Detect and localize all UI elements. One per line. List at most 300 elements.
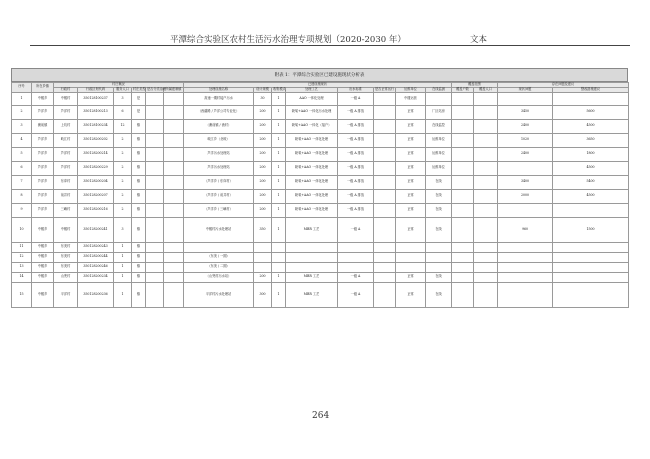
table-cell	[452, 242, 474, 252]
table-cell: 中楼乡	[32, 262, 54, 272]
table-cell: 中楼运营	[396, 92, 426, 105]
table-cell: 缺氧+AAO 一体化处理	[286, 203, 338, 217]
table-cell	[286, 262, 338, 272]
table-cell: 9	[12, 203, 32, 217]
table-cell	[498, 92, 553, 105]
table-cell: 芦洋村	[54, 105, 78, 119]
table-cell	[396, 252, 426, 262]
table-cell: 芦洋乡	[32, 203, 54, 217]
table-cell: 350128200214	[78, 147, 114, 161]
table-cell	[553, 203, 629, 217]
col-header: 在线监测	[426, 87, 452, 92]
table-cell: 200	[254, 272, 272, 282]
table-cell: 镇	[132, 262, 146, 272]
table-cell: 3450	[498, 105, 553, 119]
table-cell: 15	[12, 282, 32, 307]
table-cell: 1800	[553, 147, 629, 161]
table-cell	[474, 282, 498, 307]
col-header: 覆盖户数	[452, 87, 474, 92]
table-cell	[452, 92, 474, 105]
table-cell: 镇	[132, 189, 146, 203]
table-cell	[553, 252, 629, 262]
table-cell	[146, 252, 164, 262]
table-cell	[374, 92, 396, 105]
table-cell	[452, 282, 474, 307]
table-cell: 350	[254, 217, 272, 242]
table-cell: AAO 一体化处理	[286, 92, 338, 105]
table-cell: 正常	[396, 105, 426, 119]
table-cell	[452, 262, 474, 272]
col-header: 覆盖人口	[474, 87, 498, 92]
table-cell	[452, 217, 474, 242]
table-cell: 13	[12, 262, 32, 272]
table-cell: 1	[272, 217, 286, 242]
table-cell: 350128100234	[78, 119, 114, 133]
table-cell: 1	[114, 242, 132, 252]
table-cell: 一级 A 排放	[338, 133, 374, 147]
table-cell	[474, 133, 498, 147]
table-cell	[164, 147, 184, 161]
table-cell	[452, 133, 474, 147]
table-cell: 3400	[498, 175, 553, 189]
table-cell	[426, 262, 452, 272]
table-cell: 10	[12, 217, 32, 242]
table-cell: 1	[272, 119, 286, 133]
table-cell: （芦洋乡 / 三嶼村）	[184, 203, 254, 217]
table-cell: 在线监控	[426, 119, 452, 133]
table-cell: 2400	[498, 119, 553, 133]
table-cell	[474, 105, 498, 119]
table-cell	[374, 147, 396, 161]
table-cell: 运维单位	[426, 133, 452, 147]
table-cell: 在线	[426, 189, 452, 203]
table-cell	[254, 252, 272, 262]
table-cell	[374, 133, 396, 147]
table-cell: 3	[12, 119, 32, 133]
table-cell: 中楼乡	[32, 252, 54, 262]
table-cell: 镇	[132, 242, 146, 252]
table-cell: 5600	[553, 105, 629, 119]
table-cell	[374, 217, 396, 242]
table-cell: 1	[12, 92, 32, 105]
col-header: 所在乡镇	[32, 83, 54, 93]
table-cell: 岐江村	[54, 133, 78, 147]
col-header: 服务人口	[114, 87, 132, 92]
table-cell	[146, 105, 164, 119]
table-cell: 一级 A 排放	[338, 203, 374, 217]
document-title: 平潭综合实验区农村生活污水治理专项规划（2020-2030 年）	[170, 35, 406, 45]
table-cell: 缺氧+AAO 一体化处理	[286, 133, 338, 147]
table-cell: 镇	[132, 175, 146, 189]
table-cell: 镇	[132, 252, 146, 262]
table-cell: 960	[498, 217, 553, 242]
table-cell: 芦洋乡	[32, 133, 54, 147]
table-cell	[452, 161, 474, 175]
table-row	[12, 105, 629, 119]
table-row	[12, 217, 629, 242]
table-cell: 350128200216	[78, 203, 114, 217]
table-caption: 附表 1：平潭综合实验区已建设施现状分析表	[11, 68, 628, 82]
table-cell	[474, 262, 498, 272]
table-cell: 200	[254, 189, 272, 203]
table-cell: 30	[254, 92, 272, 105]
table-cell: 岐江乡（北岐）	[184, 133, 254, 147]
table-row	[12, 133, 629, 147]
table-cell	[474, 242, 498, 252]
table-cell: 200	[254, 105, 272, 119]
page-number: 264	[312, 411, 330, 421]
col-header: 处理工艺	[286, 87, 338, 92]
table-cell: 芦洋村	[54, 147, 78, 161]
table-cell: 正常	[396, 217, 426, 242]
table-cell: 正常	[396, 119, 426, 133]
table-cell	[474, 119, 498, 133]
table-cell: 4500	[553, 189, 629, 203]
table-cell: 2400	[498, 147, 553, 161]
col-header: 收集模式	[273, 86, 286, 91]
table-cell: 2	[114, 189, 132, 203]
table-cell: 1020	[498, 133, 553, 147]
table-cell	[254, 242, 272, 252]
table-cell	[374, 242, 396, 252]
table-cell: 三嶼村	[54, 203, 78, 217]
table-cell: MBR 工艺	[286, 217, 338, 242]
col-header: 现状问题	[498, 87, 553, 92]
table-cell	[498, 161, 553, 175]
table-cell: 东美村	[54, 242, 78, 252]
table-cell	[452, 203, 474, 217]
table-body	[12, 92, 629, 307]
table-cell: 3	[114, 217, 132, 242]
table-cell: 东美村	[54, 262, 78, 272]
table-cell: （芦洋乡 / 前井村）	[184, 189, 254, 203]
table-cell: 2	[114, 203, 132, 217]
table-cell: 1	[272, 282, 286, 307]
table-cell: 芦洋村	[54, 161, 78, 175]
table-cell	[553, 272, 629, 282]
table-cell: 200	[254, 147, 272, 161]
table-cell	[272, 242, 286, 252]
table-cell: 12	[12, 252, 32, 262]
table-cell	[164, 217, 184, 242]
table-cell	[474, 272, 498, 282]
table-cell: 正常	[396, 161, 426, 175]
table-cell: 350128100213	[78, 105, 114, 119]
table-cell: （山兜村污水站）	[184, 272, 254, 282]
table-cell: 在线	[426, 217, 452, 242]
table-cell: 200	[254, 119, 272, 133]
table-cell: 在线	[426, 282, 452, 307]
table-cell: 6	[114, 105, 132, 119]
col-header: 整改措施建议	[553, 87, 629, 92]
table-cell	[498, 272, 553, 282]
table-cell: 1	[272, 272, 286, 282]
col-header: 行政村	[54, 87, 78, 92]
table-cell: 3	[114, 92, 132, 105]
table-cell: 运维单位	[426, 161, 452, 175]
table-cell: 350128200236	[78, 282, 114, 307]
table-cell	[164, 105, 184, 119]
table-cell	[474, 161, 498, 175]
table-cell	[452, 147, 474, 161]
table-row	[12, 161, 629, 175]
table-cell: 一级 A 排放	[338, 119, 374, 133]
facility-table	[11, 82, 629, 308]
col-header: 处理设施名称	[184, 87, 254, 92]
table-cell: 4500	[553, 119, 629, 133]
table-cell: 350128200241	[78, 217, 114, 242]
table-cell	[498, 282, 553, 307]
table-cell: 1500	[553, 217, 629, 242]
table-cell: 上坑村	[54, 119, 78, 133]
table-cell: 高速一期村接户污水	[184, 92, 254, 105]
table-cell: 2	[12, 105, 32, 119]
table-cell: 中楼乡	[32, 272, 54, 282]
table-cell: 2000	[498, 189, 553, 203]
table-cell: 2	[114, 147, 132, 161]
col-header: 所属建制镇	[164, 87, 184, 92]
table-cell	[374, 272, 396, 282]
table-cell	[452, 175, 474, 189]
table-cell: 芦洋污水处理站	[184, 161, 254, 175]
table-cell	[474, 189, 498, 203]
table-cell: 镇	[132, 282, 146, 307]
table-cell: 在线	[426, 272, 452, 282]
table-cell	[452, 272, 474, 282]
table-cell: 中楼村	[54, 92, 78, 105]
table-cell	[474, 217, 498, 242]
table-cell: 芦洋污水处理站	[184, 147, 254, 161]
table-cell: 中楼村	[54, 217, 78, 242]
table-cell	[286, 252, 338, 262]
table-cell: 2	[114, 133, 132, 147]
col-header: 是否正常运行	[375, 86, 395, 91]
table-cell: 芦洋乡	[32, 147, 54, 161]
table-cell: 是	[132, 105, 146, 119]
table-row	[12, 242, 629, 252]
table-cell: 芦洋乡	[32, 175, 54, 189]
table-cell	[146, 189, 164, 203]
table-cell	[164, 133, 184, 147]
table-row	[12, 175, 629, 189]
table-cell: 5	[12, 147, 32, 161]
col-header: 序号	[12, 83, 32, 93]
group-header-coverage: 覆盖范围	[452, 83, 498, 88]
table-cell	[498, 203, 553, 217]
table-cell: 4500	[553, 161, 629, 175]
table-cell: 镇	[132, 272, 146, 282]
table-cell: 缺氧+AAO 一体化污水处理	[286, 105, 338, 119]
table-cell	[474, 92, 498, 105]
table-cell: 缺氧+AAO 一体化处理	[286, 175, 338, 189]
table-cell	[498, 252, 553, 262]
table-cell: 1	[272, 147, 286, 161]
table-cell: 东美村	[54, 252, 78, 262]
table-cell	[474, 203, 498, 217]
table-cell: 2	[114, 161, 132, 175]
table-cell: 1	[272, 105, 286, 119]
table-cell	[164, 252, 184, 262]
table-cell: 350128200229	[78, 161, 114, 175]
table-cell: 8	[12, 189, 32, 203]
table-cell	[374, 175, 396, 189]
table-cell: 一级 A 排放	[338, 189, 374, 203]
table-cell	[374, 262, 396, 272]
table-cell	[146, 242, 164, 252]
table-cell: 正常	[396, 282, 426, 307]
table-cell	[374, 189, 396, 203]
table-cell	[452, 105, 474, 119]
table-cell	[164, 282, 184, 307]
table-cell: 一级 A 排放	[338, 105, 374, 119]
table-cell	[164, 92, 184, 105]
table-cell: 缺氧+AAO 一体化处理	[286, 189, 338, 203]
table-cell: 1	[272, 189, 286, 203]
page-header	[0, 0, 650, 48]
table-cell	[553, 282, 629, 307]
table-cell	[474, 147, 498, 161]
table-cell	[452, 252, 474, 262]
table-cell	[272, 262, 286, 272]
table-cell: 350128200207	[78, 189, 114, 203]
table-cell	[426, 252, 452, 262]
table-cell: 镇	[132, 133, 146, 147]
table-cell: 缺氧+AAO 一体化（接户）	[286, 119, 338, 133]
header-rule	[30, 45, 630, 46]
table-cell: 运维单位	[426, 147, 452, 161]
table-cell	[146, 147, 164, 161]
table-cell: 350128200243	[78, 242, 114, 252]
table-cell: 200	[254, 175, 272, 189]
table-cell	[338, 252, 374, 262]
table-cell: 1	[272, 203, 286, 217]
table-cell	[164, 175, 184, 189]
table-row	[12, 262, 629, 272]
col-header: 是否分类治理	[147, 86, 167, 91]
table-cell: 1	[114, 252, 132, 262]
table-cell: 11	[12, 242, 32, 252]
table-cell	[553, 92, 629, 105]
table-cell: （西湖路 / 芦洋公司专业化）	[184, 105, 254, 119]
table-cell	[146, 262, 164, 272]
table-cell: 1	[114, 262, 132, 272]
table-cell: 东庠村	[54, 175, 78, 189]
table-cell: 芦洋乡	[32, 161, 54, 175]
table-cell: 7	[12, 175, 32, 189]
table-cell	[338, 262, 374, 272]
table-cell	[374, 203, 396, 217]
table-cell: 4	[12, 133, 32, 147]
table-cell	[286, 242, 338, 252]
table-cell: 一级 A	[338, 272, 374, 282]
table-cell: 正常	[396, 189, 426, 203]
table-cell: 3650	[553, 133, 629, 147]
table-cell: 芦洋乡	[32, 189, 54, 203]
table-cell	[452, 189, 474, 203]
table-cell: 一级 A	[338, 92, 374, 105]
table-cell	[396, 262, 426, 272]
col-header: 村庄类型	[133, 86, 146, 91]
table-cell	[452, 119, 474, 133]
table-cell	[374, 119, 396, 133]
table-cell: 中楼乡	[32, 282, 54, 307]
table-cell	[254, 262, 272, 272]
group-header-problem: 存在问题及建议	[498, 83, 629, 88]
table-row	[12, 119, 629, 133]
table-cell	[164, 189, 184, 203]
table-cell	[498, 262, 553, 272]
table-cell: 厂区站房	[426, 105, 452, 119]
table-cell: 山兜村	[54, 272, 78, 282]
table-cell: 1	[272, 175, 286, 189]
table-row	[12, 282, 629, 307]
table-cell	[164, 119, 184, 133]
table-cell	[164, 262, 184, 272]
col-header: 行政区划代码	[78, 87, 114, 92]
document-section-label: 文本	[470, 35, 488, 45]
table-cell: 1	[272, 92, 286, 105]
table-cell: 澳前镇	[32, 119, 54, 133]
table-cell	[146, 282, 164, 307]
table-cell	[426, 242, 452, 252]
table-cell: 正常	[396, 203, 426, 217]
table-cell: 200	[254, 203, 272, 217]
col-header: 运维单位	[396, 87, 426, 92]
table-cell: 正常	[396, 147, 426, 161]
table-cell	[164, 242, 184, 252]
table-cell: 中楼乡	[32, 92, 54, 105]
table-cell: 一级 A 排放	[338, 161, 374, 175]
table-cell	[164, 161, 184, 175]
table-cell	[146, 203, 164, 217]
table-row	[12, 252, 629, 262]
table-cell: 缺氧+AAO 一体化处理	[286, 147, 338, 161]
table-cell: 芦洋乡	[32, 105, 54, 119]
table-cell: 14	[12, 272, 32, 282]
table-cell	[164, 203, 184, 217]
table-cell: （澳前镇 / 渔村）	[184, 119, 254, 133]
table-cell: 350128200202	[78, 133, 114, 147]
table-cell	[146, 175, 164, 189]
table-cell: 1	[272, 161, 286, 175]
table-cell: 前井村	[54, 189, 78, 203]
group-header-village: 村庄概况	[54, 83, 184, 88]
table-cell: 正常	[396, 272, 426, 282]
table-cell	[374, 105, 396, 119]
table-cell	[474, 175, 498, 189]
col-header: 出水标准	[338, 87, 374, 92]
table-cell: （东美 / 二期）	[184, 262, 254, 272]
table-cell	[396, 242, 426, 252]
table-cell: 1	[114, 272, 132, 282]
table-cell: 中楼村污水处理站	[184, 217, 254, 242]
table-cell	[338, 242, 374, 252]
table-cell	[272, 252, 286, 262]
table-cell: 350128200246	[78, 262, 114, 272]
table-cell: 1	[114, 282, 132, 307]
table-cell: 6	[12, 161, 32, 175]
table-cell: 缺氧+AAO 一体化处理	[286, 161, 338, 175]
table-cell	[164, 272, 184, 282]
table-row	[12, 92, 629, 105]
table-cell: 平洋村污水处理站	[184, 282, 254, 307]
table-cell	[146, 133, 164, 147]
group-header-facility: 已建设施现状	[184, 83, 452, 88]
table-cell	[184, 242, 254, 252]
table-cell	[498, 242, 553, 252]
table-cell: 镇	[132, 217, 146, 242]
table-cell: MBR 工艺	[286, 272, 338, 282]
